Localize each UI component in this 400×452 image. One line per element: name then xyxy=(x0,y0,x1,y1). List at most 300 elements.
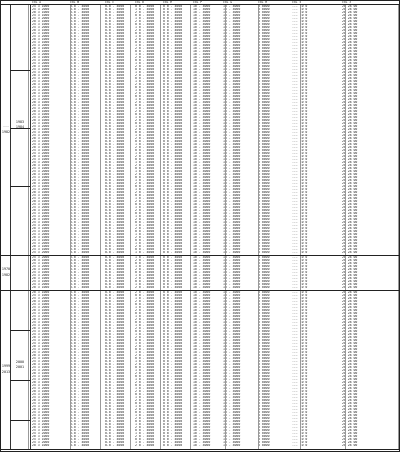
table-cell: 10 - 4000 xyxy=(193,309,211,312)
table-cell: 0.0 - 4000 xyxy=(70,318,90,321)
table-cell: --- 10 0 xyxy=(292,74,308,77)
table-cell: 1 0 - 4000 xyxy=(135,116,155,119)
table-cell: 20 28 00 xyxy=(342,176,358,179)
table-cell: 0.0 - 4000 xyxy=(70,375,90,378)
table-cell: 10 - 4000 xyxy=(223,280,241,283)
table-cell: --- 10 0 xyxy=(292,110,308,113)
table-cell: 25 3 1000 xyxy=(32,140,50,143)
table-cell: 0.0 - 4000 xyxy=(70,378,90,381)
table-cell: 10 - 4000 xyxy=(193,26,211,29)
table-cell: 0.0 - 4000 xyxy=(70,426,90,429)
table-cell: 0 0 - 4000 xyxy=(163,47,183,50)
table-cell: 25 3 2000 xyxy=(32,441,50,444)
table-cell: 10 - 4000 xyxy=(193,333,211,336)
table-cell: 0 0 - 4000 xyxy=(163,161,183,164)
table-cell: 0 0 - 4000 xyxy=(163,423,183,426)
table-cell: 25 3 1000 xyxy=(32,411,50,414)
table-cell: 20 28 00 xyxy=(342,375,358,378)
table-cell: 0.0 - 4000 xyxy=(105,71,125,74)
table-cell: --- 10 0 xyxy=(292,321,308,324)
table-cell: 20 28 00 xyxy=(342,101,358,104)
table-cell: 0 0 - 4000 xyxy=(135,312,155,315)
table-cell: 10 - 4000 xyxy=(223,444,241,447)
table-cell: 0 0000 xyxy=(258,233,270,236)
table-cell: 0 0000 xyxy=(258,390,270,393)
table-cell: 0 0000 xyxy=(258,283,270,286)
table-cell: 0.0 - 4000 xyxy=(70,155,90,158)
table-cell: 0.0 - 4000 xyxy=(70,432,90,435)
table-cell: 20 28 00 xyxy=(342,104,358,107)
table-cell: 10 - 4000 xyxy=(193,161,211,164)
table-cell: 10 - 4000 xyxy=(193,423,211,426)
table-cell: 0 0 - 4000 xyxy=(163,221,183,224)
table-cell: 20 28 00 xyxy=(342,8,358,11)
table-cell: 10 - 4000 xyxy=(193,242,211,245)
table-cell: 1 0 - 4000 xyxy=(135,215,155,218)
table-cell: 0 0000 xyxy=(258,50,270,53)
table-cell: 0.0 - 4000 xyxy=(105,342,125,345)
table-cell: 25 3 2000 xyxy=(32,152,50,155)
table-cell: 20 3 1000 xyxy=(32,372,50,375)
table-cell: 25 3 1000 xyxy=(32,203,50,206)
table-cell: 1 0 - 4000 xyxy=(135,306,155,309)
table-cell: 10 - 4000 xyxy=(193,47,211,50)
table-cell: 0 0 - 4000 xyxy=(163,417,183,420)
table-cell: 25 3 2000 xyxy=(32,283,50,286)
table-cell: 0 0000 xyxy=(258,77,270,80)
table-cell: 20 3 1000 xyxy=(32,286,50,289)
table-cell: --- 10 0 xyxy=(292,68,308,71)
table-cell: 0.0 - 4000 xyxy=(70,309,90,312)
table-cell: 0.0 - 4000 xyxy=(105,277,125,280)
table-cell: 10 - 4000 xyxy=(223,119,241,122)
table-cell: 0 0 - 4000 xyxy=(163,390,183,393)
table-cell: 0 0 - 4000 xyxy=(163,83,183,86)
table-cell: 10 - 4000 xyxy=(223,101,241,104)
table-cell: 10 - 4000 xyxy=(193,360,211,363)
table-cell: 20 28 00 xyxy=(342,262,358,265)
table-cell: 10 - 4000 xyxy=(193,41,211,44)
table-cell: 20 28 00 xyxy=(342,277,358,280)
table-cell: 0.0 - 4000 xyxy=(105,116,125,119)
header-cell: COL H xyxy=(258,0,268,4)
table-cell: 0.0 - 4000 xyxy=(105,122,125,125)
table-cell: 25 3 2000 xyxy=(32,17,50,20)
table-cell: 0 0000 xyxy=(258,164,270,167)
table-cell: 0.0 - 4000 xyxy=(70,8,90,11)
table-cell: 20 3 1000 xyxy=(32,245,50,248)
table-cell: 10 - 4000 xyxy=(223,50,241,53)
table-cell: 0.0 - 4000 xyxy=(70,38,90,41)
table-cell: --- 10 0 xyxy=(292,26,308,29)
table-cell: --- 10 0 xyxy=(292,324,308,327)
table-cell: 0.0 - 4000 xyxy=(70,271,90,274)
table-cell: 20 28 00 xyxy=(342,68,358,71)
table-cell: --- 10 0 xyxy=(292,80,308,83)
table-cell: 10 - 4000 xyxy=(193,143,211,146)
table-cell: 20 3 1000 xyxy=(32,363,50,366)
table-cell: 0 0000 xyxy=(258,173,270,176)
table-cell: 0.0 - 4000 xyxy=(105,321,125,324)
table-block xyxy=(30,256,398,290)
table-cell: 0 0 - 4000 xyxy=(163,408,183,411)
table-cell: 0 0 - 4000 xyxy=(163,143,183,146)
table-cell: 0 0000 xyxy=(258,318,270,321)
table-cell: 25 3 1000 xyxy=(32,348,50,351)
table-cell: 2 0 - 4000 xyxy=(135,164,155,167)
table-cell: 25 3 2000 xyxy=(32,125,50,128)
table-cell: 1 0 - 4000 xyxy=(135,152,155,155)
table-cell: 25 3 2000 xyxy=(32,387,50,390)
table-cell: 0 0 - 4000 xyxy=(163,209,183,212)
table-cell: 0.0 - 4000 xyxy=(105,92,125,95)
table-cell: 10 - 4000 xyxy=(223,185,241,188)
table-cell: --- 10 0 xyxy=(292,396,308,399)
table-cell: 0.0 - 4000 xyxy=(70,197,90,200)
table-cell: 10 - 4000 xyxy=(193,268,211,271)
table-cell: 25 3 2000 xyxy=(32,143,50,146)
table-cell: 0.0 - 4000 xyxy=(70,242,90,245)
table-cell: --- 10 0 xyxy=(292,128,308,131)
table-cell: 0.0 - 4000 xyxy=(70,89,90,92)
table-cell: 25 3 1000 xyxy=(32,32,50,35)
table-cell: 0.0 - 4000 xyxy=(105,411,125,414)
table-cell: 20 28 00 xyxy=(342,444,358,447)
table-cell: 0.0 - 4000 xyxy=(105,423,125,426)
table-cell: 0.0 - 4000 xyxy=(105,417,125,420)
table-cell: 25 3 2000 xyxy=(32,170,50,173)
table-cell: 20 28 00 xyxy=(342,381,358,384)
table-cell: 0.0 - 4000 xyxy=(105,161,125,164)
table-cell: 25 3 1000 xyxy=(32,104,50,107)
table-cell: 0.0 - 4000 xyxy=(105,62,125,65)
table-cell: 20 28 00 xyxy=(342,32,358,35)
table-cell: 0 0000 xyxy=(258,209,270,212)
table-cell: 0 0 - 4000 xyxy=(163,32,183,35)
table-cell: 20 28 00 xyxy=(342,92,358,95)
table-cell: 10 - 4000 xyxy=(223,345,241,348)
column-rule xyxy=(258,291,259,449)
table-cell: 0.0 - 4000 xyxy=(70,354,90,357)
table-cell: 20 3 1000 xyxy=(32,173,50,176)
table-cell: --- 10 0 xyxy=(292,89,308,92)
table-cell: 0 0 - 4000 xyxy=(135,438,155,441)
table-cell: --- 10 0 xyxy=(292,140,308,143)
table-cell: 0 0000 xyxy=(258,113,270,116)
table-cell: 0.0 - 4000 xyxy=(105,245,125,248)
table-cell: 10 - 4000 xyxy=(223,432,241,435)
table-cell: 0 0 - 4000 xyxy=(135,14,155,17)
table-cell: 0.0 - 4000 xyxy=(70,170,90,173)
table-cell: 0 0000 xyxy=(258,348,270,351)
table-cell: 10 - 4000 xyxy=(193,140,211,143)
table-cell: 20 28 00 xyxy=(342,330,358,333)
table-cell: 10 - 4000 xyxy=(223,212,241,215)
table-cell: 10 - 4000 xyxy=(223,283,241,286)
table-cell: 0.0 - 4000 xyxy=(105,393,125,396)
group-label-bottom: 1982 xyxy=(1,130,11,134)
table-cell: 0 0000 xyxy=(258,38,270,41)
table-cell: 0 0 - 4000 xyxy=(135,330,155,333)
table-cell: 0.0 - 4000 xyxy=(70,381,90,384)
table-cell: 2 0 - 4000 xyxy=(135,268,155,271)
table-cell: 0.0 - 4000 xyxy=(70,294,90,297)
table-cell: 0 0 - 4000 xyxy=(163,230,183,233)
table-cell: 20 28 00 xyxy=(342,274,358,277)
table-cell: 10 - 4000 xyxy=(193,95,211,98)
table-cell: 0 0 - 4000 xyxy=(135,185,155,188)
table-cell: 25 3 1000 xyxy=(32,262,50,265)
table-cell: 10 - 4000 xyxy=(193,251,211,254)
table-cell: 10 - 4000 xyxy=(193,438,211,441)
table-cell: 0 0 - 4000 xyxy=(163,432,183,435)
table-cell: 0.0 - 4000 xyxy=(70,128,90,131)
table-cell: 1 0 - 4000 xyxy=(135,387,155,390)
table-cell: 25 3 1000 xyxy=(32,194,50,197)
table-cell: 10 - 4000 xyxy=(223,206,241,209)
table-cell: 2 0 - 4000 xyxy=(135,128,155,131)
table-cell: 0 0 - 4000 xyxy=(163,236,183,239)
table-cell: 10 - 4000 xyxy=(193,429,211,432)
table-cell: 20 28 00 xyxy=(342,125,358,128)
table-cell: 10 - 4000 xyxy=(223,387,241,390)
table-cell: 1 0 - 4000 xyxy=(135,265,155,268)
table-cell: 0 0000 xyxy=(258,327,270,330)
table-cell: 0.0 - 4000 xyxy=(105,53,125,56)
table-cell: 0 0 - 4000 xyxy=(163,309,183,312)
table-cell: 0.0 - 4000 xyxy=(70,182,90,185)
table-cell: 0 0 - 4000 xyxy=(163,384,183,387)
table-cell: 10 - 4000 xyxy=(193,86,211,89)
table-cell: 0.0 - 4000 xyxy=(70,303,90,306)
table-cell: 10 - 4000 xyxy=(193,405,211,408)
table-cell: 0.0 - 4000 xyxy=(70,342,90,345)
table-cell: 0 0000 xyxy=(258,396,270,399)
table-cell: --- 10 0 xyxy=(292,47,308,50)
table-cell: 0 0000 xyxy=(258,53,270,56)
table-cell: 0 0 - 4000 xyxy=(163,306,183,309)
table-cell: 20 3 1000 xyxy=(32,47,50,50)
table-cell: 20 28 00 xyxy=(342,215,358,218)
table-cell: 20 28 00 xyxy=(342,351,358,354)
table-cell: --- 10 0 xyxy=(292,233,308,236)
table-cell: 10 - 4000 xyxy=(223,330,241,333)
table-cell: --- 10 0 xyxy=(292,336,308,339)
table-cell: 1 0 - 4000 xyxy=(135,396,155,399)
table-cell: 0.0 - 4000 xyxy=(105,390,125,393)
table-cell: 10 - 4000 xyxy=(193,101,211,104)
table-cell: 25 3 2000 xyxy=(32,414,50,417)
table-cell: 2 0 - 4000 xyxy=(135,182,155,185)
table-cell: 20 28 00 xyxy=(342,179,358,182)
table-cell: 0.0 - 4000 xyxy=(105,408,125,411)
table-cell: 10 - 4000 xyxy=(193,312,211,315)
table-cell: 0.0 - 4000 xyxy=(105,113,125,116)
table-cell: 0.0 - 4000 xyxy=(105,149,125,152)
table-cell: 0.0 - 4000 xyxy=(105,438,125,441)
table-cell: 20 28 00 xyxy=(342,158,358,161)
table-cell: 0.0 - 4000 xyxy=(70,306,90,309)
table-cell: 0.0 - 4000 xyxy=(70,110,90,113)
table-cell: 20 28 00 xyxy=(342,369,358,372)
table-cell: 1 0 - 4000 xyxy=(135,423,155,426)
table-cell: 20 28 00 xyxy=(342,44,358,47)
table-cell: 0.0 - 4000 xyxy=(105,212,125,215)
table-cell: 25 3 2000 xyxy=(32,71,50,74)
table-cell: 25 3 2000 xyxy=(32,107,50,110)
table-cell: 0.0 - 4000 xyxy=(70,256,90,259)
table-cell: 0 0000 xyxy=(258,62,270,65)
table-cell: 0 0 - 4000 xyxy=(135,248,155,251)
table-cell: 0.0 - 4000 xyxy=(105,333,125,336)
table-cell: 25 3 2000 xyxy=(32,197,50,200)
table-cell: 0 0 - 4000 xyxy=(163,297,183,300)
table-cell: 10 - 4000 xyxy=(193,50,211,53)
table-cell: 25 3 1000 xyxy=(32,303,50,306)
table-cell: 2 0 - 4000 xyxy=(135,426,155,429)
table-cell: 0 0000 xyxy=(258,137,270,140)
table-cell: 0 0000 xyxy=(258,134,270,137)
table-cell: --- 10 0 xyxy=(292,143,308,146)
table-cell: --- 10 0 xyxy=(292,333,308,336)
table-cell: 25 3 2000 xyxy=(32,256,50,259)
table-cell: 2 0 - 4000 xyxy=(135,218,155,221)
table-cell: 0.0 - 4000 xyxy=(105,324,125,327)
table-cell: 20 28 00 xyxy=(342,256,358,259)
table-cell: 20 28 00 xyxy=(342,321,358,324)
table-cell: 20 28 00 xyxy=(342,191,358,194)
table-cell: 0.0 - 4000 xyxy=(105,95,125,98)
column-rule xyxy=(130,5,131,255)
table-cell: 2 0 - 4000 xyxy=(135,291,155,294)
table-cell: 2 0 - 4000 xyxy=(135,309,155,312)
table-cell: 20 28 00 xyxy=(342,251,358,254)
table-cell: --- 10 0 xyxy=(292,107,308,110)
table-cell: 2 0 - 4000 xyxy=(135,236,155,239)
table-cell: --- 10 0 xyxy=(292,300,308,303)
table-cell: 0 0 - 4000 xyxy=(163,348,183,351)
table-cell: --- 10 0 xyxy=(292,390,308,393)
table-cell: 0 0000 xyxy=(258,188,270,191)
table-cell: 20 28 00 xyxy=(342,218,358,221)
table-cell: 0.0 - 4000 xyxy=(70,444,90,447)
table-cell: 10 - 4000 xyxy=(193,393,211,396)
table-cell: --- 10 0 xyxy=(292,83,308,86)
table-cell: 10 - 4000 xyxy=(223,351,241,354)
table-cell: 20 3 1000 xyxy=(32,309,50,312)
column-rule xyxy=(225,291,226,449)
table-cell: 0 0 - 4000 xyxy=(163,68,183,71)
table-cell: 10 - 4000 xyxy=(193,20,211,23)
table-cell: 0.0 - 4000 xyxy=(105,399,125,402)
table-cell: 0.0 - 4000 xyxy=(105,68,125,71)
table-cell: 20 28 00 xyxy=(342,143,358,146)
table-cell: 0 0000 xyxy=(258,20,270,23)
table-cell: --- 10 0 xyxy=(292,438,308,441)
table-cell: 0 0 - 4000 xyxy=(163,65,183,68)
table-cell: 0.0 - 4000 xyxy=(70,405,90,408)
table-cell: 10 - 4000 xyxy=(223,200,241,203)
table-cell: --- 10 0 xyxy=(292,185,308,188)
table-cell: 25 3 1000 xyxy=(32,366,50,369)
table-cell: 2 0 - 4000 xyxy=(135,277,155,280)
table-cell: 0 0000 xyxy=(258,303,270,306)
table-cell: 10 - 4000 xyxy=(223,438,241,441)
table-cell: 0.0 - 4000 xyxy=(105,119,125,122)
table-cell: 0 0000 xyxy=(258,414,270,417)
table-cell: 0 0 - 4000 xyxy=(163,324,183,327)
table-cell: 0 0 - 4000 xyxy=(163,393,183,396)
table-cell: 10 - 4000 xyxy=(223,259,241,262)
table-cell: --- 10 0 xyxy=(292,348,308,351)
table-cell: 10 - 4000 xyxy=(223,251,241,254)
table-cell: --- 10 0 xyxy=(292,381,308,384)
table-cell: 0 0 - 4000 xyxy=(163,92,183,95)
table-cell: 0.0 - 4000 xyxy=(105,345,125,348)
table-cell: 0.0 - 4000 xyxy=(105,233,125,236)
table-cell: 25 3 2000 xyxy=(32,342,50,345)
table-cell: 20 28 00 xyxy=(342,212,358,215)
table-cell: 0 0000 xyxy=(258,277,270,280)
table-cell: 0.0 - 4000 xyxy=(70,369,90,372)
table-cell: 2 0 - 4000 xyxy=(135,435,155,438)
table-cell: 0 0 - 4000 xyxy=(163,5,183,8)
table-cell: 0 0 - 4000 xyxy=(135,113,155,116)
table-cell: 20 28 00 xyxy=(342,402,358,405)
table-cell: 1 0 - 4000 xyxy=(135,89,155,92)
table-cell: 0 0 - 4000 xyxy=(135,402,155,405)
column-rule xyxy=(225,256,226,290)
table-cell: 20 28 00 xyxy=(342,107,358,110)
table-cell: 0 0 - 4000 xyxy=(163,268,183,271)
table-cell: 20 28 00 xyxy=(342,339,358,342)
table-cell: 0.0 - 4000 xyxy=(70,194,90,197)
table-cell: 0 0 - 4000 xyxy=(163,265,183,268)
table-cell: 0.0 - 4000 xyxy=(70,230,90,233)
table-cell: 10 - 4000 xyxy=(223,29,241,32)
table-cell: 0 0 - 4000 xyxy=(163,140,183,143)
table-cell: 0 0 - 4000 xyxy=(163,330,183,333)
table-cell: 1 0 - 4000 xyxy=(135,107,155,110)
table-cell: 2 0 - 4000 xyxy=(135,137,155,140)
column-rule xyxy=(345,256,346,290)
table-cell: 0 0 - 4000 xyxy=(163,185,183,188)
table-cell: 0 0000 xyxy=(258,152,270,155)
table-cell: 0.0 - 4000 xyxy=(105,8,125,11)
table-cell: 0 0 - 4000 xyxy=(135,68,155,71)
table-cell: 10 - 4000 xyxy=(193,221,211,224)
table-cell: 20 28 00 xyxy=(342,248,358,251)
table-cell: 10 - 4000 xyxy=(223,291,241,294)
table-cell: 0 0 - 4000 xyxy=(135,221,155,224)
table-cell: 25 3 1000 xyxy=(32,68,50,71)
table-cell: 0 0 - 4000 xyxy=(163,351,183,354)
table-cell: 2 0 - 4000 xyxy=(135,345,155,348)
table-cell: 0.0 - 4000 xyxy=(105,200,125,203)
table-cell: 0.0 - 4000 xyxy=(105,44,125,47)
table-cell: 0 0000 xyxy=(258,161,270,164)
table-cell: 0.0 - 4000 xyxy=(70,125,90,128)
table-cell: 0.0 - 4000 xyxy=(105,167,125,170)
table-cell: --- 10 0 xyxy=(292,342,308,345)
table-cell: 25 3 1000 xyxy=(32,14,50,17)
table-cell: 0.0 - 4000 xyxy=(105,262,125,265)
table-cell: 0.0 - 4000 xyxy=(70,20,90,23)
table-cell: 10 - 4000 xyxy=(223,417,241,420)
table-cell: 20 3 1000 xyxy=(32,209,50,212)
table-cell: 20 28 00 xyxy=(342,327,358,330)
table-cell: 0 0 - 4000 xyxy=(163,381,183,384)
